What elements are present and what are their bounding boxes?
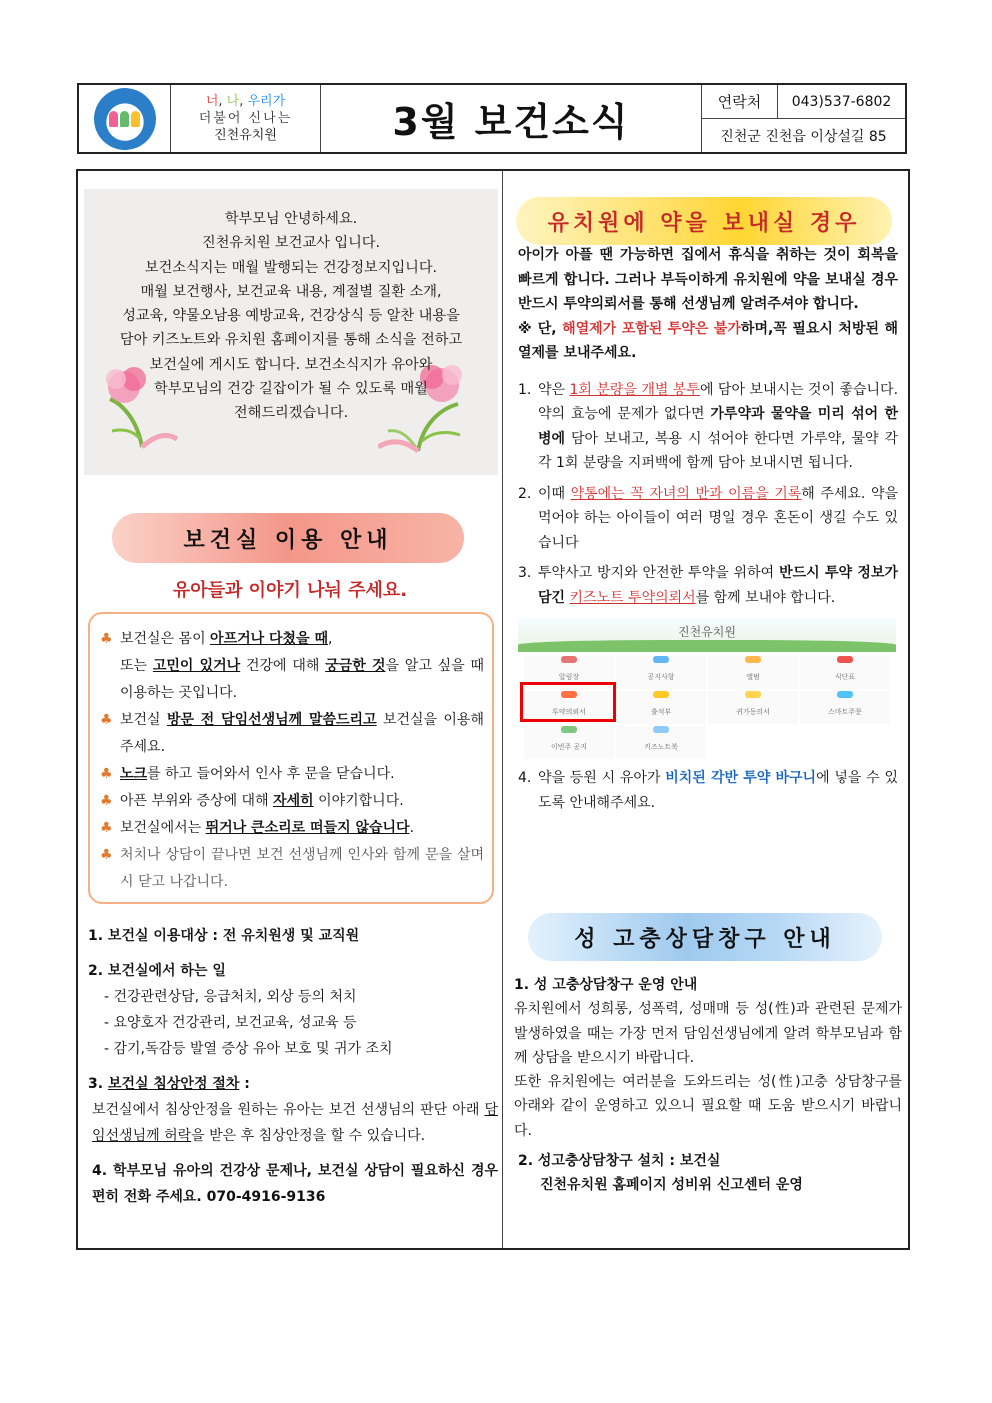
app-tile: 출석부 [616, 691, 706, 724]
column-divider [502, 171, 503, 1248]
app-tile: 공지사항 [616, 656, 706, 689]
info-item-4: 4. 학부모님 유아의 건강상 문제나, 보건실 상담이 필요하신 경우 편히 전화 주세요. 070-4916-9136 [92, 1163, 498, 1205]
app-tile: 알림장 [524, 656, 614, 689]
rule-item: ♣ 보건실에서는 뛰거나 큰소리로 떠들지 않습니다. [100, 815, 484, 842]
greeting-text: 학부모님 안녕하세요. 진천유치원 보건교사 입니다. 보건소식지는 매월 발행되는 건강정보지입니다. 매월 보건행사, 보건교육 내용, 계절별 질환 소개, 성교육, 약물오남용 예방교육, 건강상식 등 알찬 내용을 담아 키즈노트와 유치원 홈페이지를 통해 소식을 전하고 보건실에 게시도 합니다. 보건소식지가 유아와 학부모님의 건강 길잡이가 될 수 있도록 매월 전해드리겠습니다. [119, 211, 463, 422]
info-item-3-text: 보건실에서 침상안정을 원하는 유아는 보건 선생님의 판단 아래 담임선생님께 허락을 받은 후 침상안정을 할 수 있습니다. [92, 1102, 498, 1144]
counseling-section [514, 973, 902, 1198]
medicine-item-3: 3. 투약사고 방지와 안전한 투약을 위하여 반드시 투약 정보가 담긴 키즈노트 투약의뢰서를 함께 보내야 합니다. [518, 565, 898, 606]
app-banner: 진천유치원 [518, 618, 896, 652]
counseling-item-2-sub: 진천유치원 홈페이지 성비위 신고센터 운영 [540, 1177, 803, 1194]
club-icon: ♣ [100, 712, 113, 728]
app-tile: 앨범 [708, 656, 798, 689]
medicine-item-1: 1. 약은 1회 분량을 개별 봉투에 담아 보내시는 것이 좋습니다. 약의 효능에 문제가 없다면 가루약과 물약을 미리 섞어 한 병에 담아 보내고, 복용 시 섞어야 한다면 가루약, 물약 각각 1회 분량을 지퍼백에 함께 담아 보내시면 됩니다. [518, 381, 899, 471]
header [77, 83, 907, 154]
app-tile-empty [800, 726, 890, 759]
medicine-note: ※ 단, 해열제가 포함된 투약은 불가하며,꼭 필요시 처방된 해열제를 보내주세요. [518, 320, 898, 361]
main-content [76, 169, 910, 1250]
kindergarten-logo [94, 88, 156, 150]
rule-item: ♣ 노크를 하고 들어와서 인사 후 문을 닫습니다. [100, 761, 484, 788]
app-tile: 귀가동의서 [708, 691, 798, 724]
section-title-health-room: 보건실 이용 안내 [112, 513, 464, 563]
section-title-counseling: 성 고충상담창구 안내 [528, 913, 882, 961]
page-title: 3월 보건소식 [321, 85, 702, 152]
app-tile: 이번주 공지 [524, 726, 614, 759]
info-item-1: 1. 보건실 이용대상 : 전 유치원생 및 교직원 [88, 928, 360, 944]
section-title-medicine: 유치원에 약을 보내실 경우 [516, 197, 892, 245]
rules-box [88, 612, 494, 904]
club-icon: ♣ [100, 631, 113, 647]
medicine-intro: 아이가 아플 땐 가능하면 집에서 휴식을 취하는 것이 회복을 빠르게 합니다. 그러나 부득이하게 유치원에 약을 보내실 경우 반드시 투약의뢰서를 통해 선생님께 알려주셔야 합니다. [518, 247, 898, 312]
rule-item: ♣ 아픈 부위와 증상에 대해 자세히 이야기합니다. [100, 788, 484, 815]
rule-item: ♣ 보건실은 몸이 아프거나 다쳤을 때, 또는 고민이 있거나 건강에 대해 궁금한 것을 알고 싶을 때 이용하는 곳입니다. [100, 626, 484, 707]
club-icon: ♣ [100, 820, 113, 836]
rule-item: ♣ 처치나 상담이 끝나면 보건 선생님께 인사와 함께 문을 살며시 닫고 나갑니다. [100, 842, 484, 896]
greeting-box [84, 189, 498, 475]
health-room-info [88, 923, 498, 1210]
address: 진천군 진천읍 이상설길 85 [720, 128, 887, 145]
section-subtitle: 유아들과 이야기 나눠 주세요. [172, 580, 408, 601]
slogan-line1: 너, 나, 우리가 [205, 94, 286, 109]
slogan-line2: 더불어 신나는 [198, 111, 293, 126]
info-sub: - 건강관련상담, 응급처치, 외상 등의 처치 [104, 989, 357, 1005]
contact-phone: 043)537-6802 [791, 93, 892, 110]
contact-label: 연락처 [702, 85, 778, 118]
rule-item: ♣ 보건실 방문 전 담임선생님께 말씀드리고 보건실을 이용해주세요. [100, 707, 484, 761]
medicine-section [518, 243, 898, 815]
app-tile-empty [708, 726, 798, 759]
info-sub: - 요양호자 건강관리, 보건교육, 성교육 등 [104, 1015, 357, 1031]
counseling-paragraph: 유치원에서 성희롱, 성폭력, 성매매 등 성(性)과 관련된 문제가 발생하였을 때는 가장 먼저 담임선생님에게 알려 학부모님과 함께 상담을 받으시기 바랍니다. [514, 1001, 902, 1066]
info-item-2: 2. 보건실에서 하는 일 [88, 963, 226, 979]
info-sub: - 감기,독감등 발열 증상 유아 보호 및 귀가 조치 [104, 1041, 393, 1057]
logo-cell [79, 85, 171, 152]
slogan [171, 85, 321, 152]
club-icon: ♣ [100, 847, 113, 863]
kidsnote-app-screenshot [518, 618, 896, 758]
medicine-item-4: 4. 약을 등원 시 유아가 비치된 각반 투약 바구니에 넣을 수 있도록 안내해주세요. [518, 770, 898, 811]
app-tile: 식단표 [800, 656, 890, 689]
contact-info [702, 85, 905, 152]
counseling-item-2: 2. 성고충상담창구 설치 : 보건실 [518, 1153, 721, 1170]
counseling-paragraph: 또한 유치원에는 여러분을 도와드리는 성(性)고충 상담창구를 아래와 같이 운영하고 있으니 필요할 때 도움 받으시기 바랍니다. [514, 1074, 902, 1139]
club-icon: ♣ [100, 766, 113, 782]
slogan-line3: 진천유치원 [214, 128, 277, 143]
counseling-item-1: 1. 성 고충상담창구 운영 안내 [514, 977, 698, 993]
app-tile: 투약의뢰서 [524, 691, 614, 724]
club-icon: ♣ [100, 793, 113, 809]
app-tile: 키즈노트북 [616, 726, 706, 759]
highlight-box [520, 682, 616, 722]
medicine-item-2: 2. 이때 약통에는 꼭 자녀의 반과 이름을 기록해 주세요. 약을 먹어야 하는 아이들이 여러 명일 경우 혼돈이 생길 수도 있습니다 [518, 485, 898, 551]
app-tile: 스마트주문 [800, 691, 890, 724]
info-item-3: 3. 보건실 침상안정 절차 : [88, 1076, 250, 1092]
